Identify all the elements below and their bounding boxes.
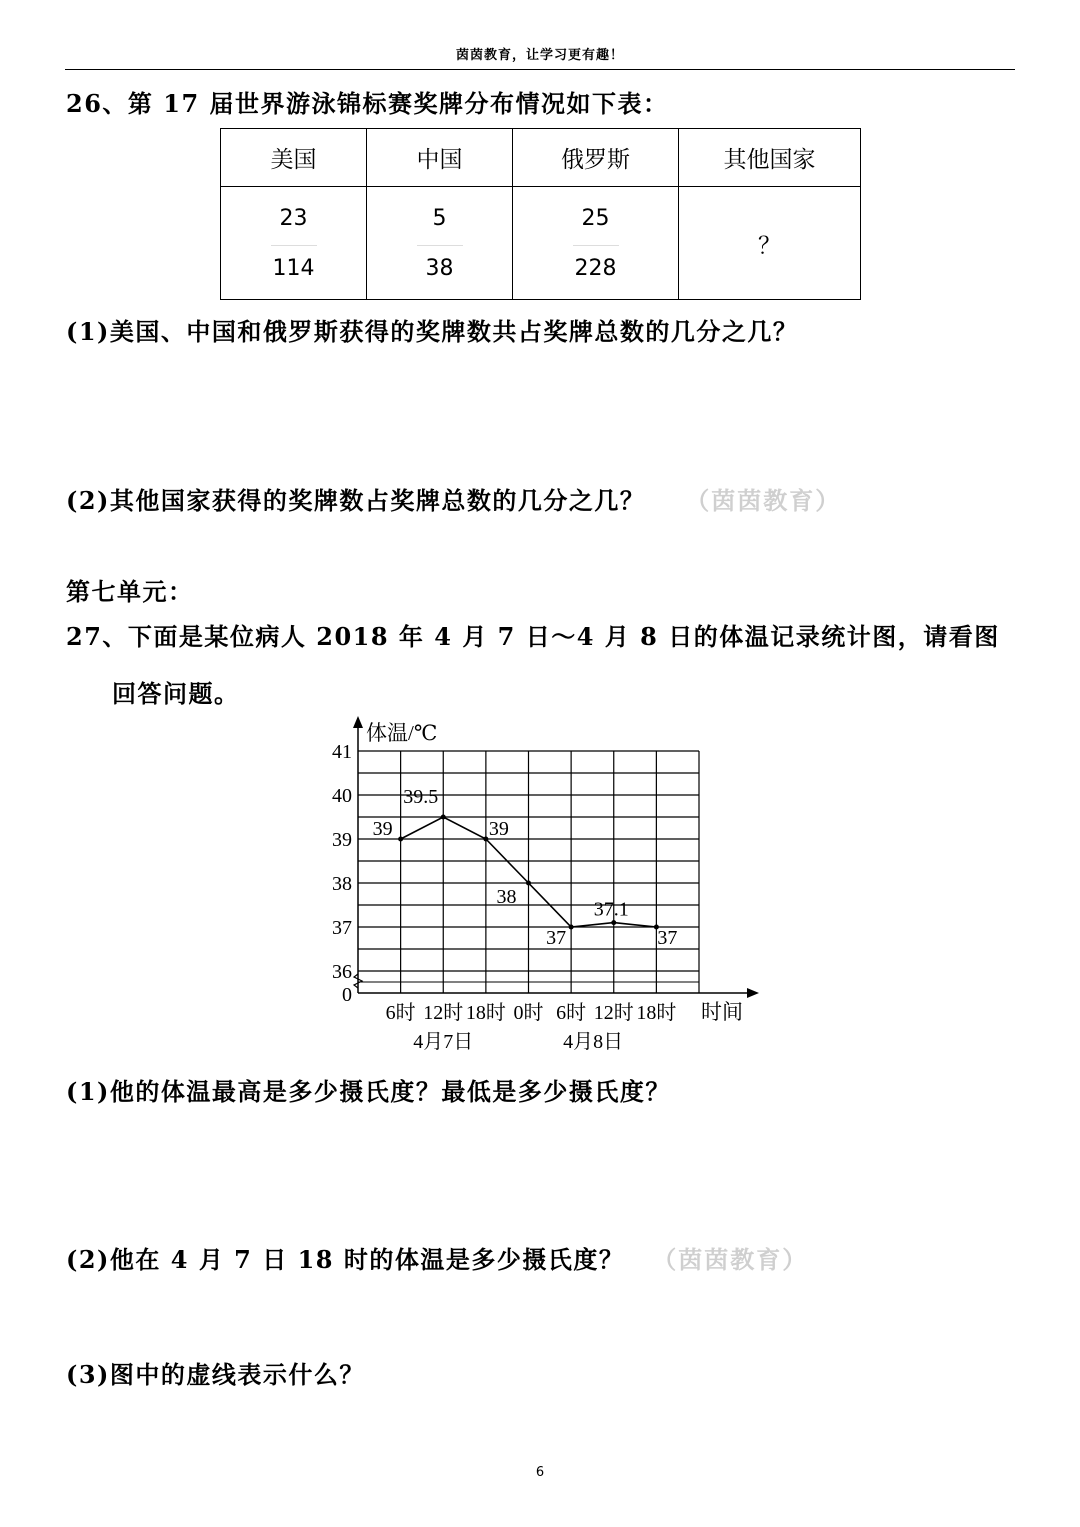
unit7-title: 第七单元：: [66, 577, 194, 606]
q27-sub2: [66, 1240, 808, 1275]
data-point: [441, 815, 446, 820]
data-label: 38: [496, 886, 517, 908]
watermark: （茵茵教育）: [652, 1245, 809, 1274]
q27-sub1: (1)他的体温最高是多少摄氏度？最低是多少摄氏度？: [66, 1077, 671, 1106]
fraction-denominator: 38: [417, 245, 463, 281]
q27-sub2-text: (2)他在 4 月 7 日 18 时的体温是多少摄氏度？: [66, 1245, 625, 1274]
fraction-numerator: 25: [581, 205, 610, 231]
y-tick-label: 41: [332, 741, 352, 763]
y-axis-arrow-icon: [353, 716, 363, 728]
data-point: [611, 920, 616, 925]
y-tick-label: 38: [332, 873, 352, 895]
q26-sub2-text: (2)其他国家获得的奖牌数占奖牌总数的几分之几？: [66, 486, 646, 515]
q26-title: 26、第 17 届世界游泳锦标赛奖牌分布情况如下表：: [66, 89, 669, 118]
x-tick-label: 6时: [385, 1002, 416, 1024]
x-tick-label: 18时: [636, 1002, 677, 1024]
data-point: [569, 925, 574, 930]
watermark: （茵茵教育）: [685, 486, 842, 515]
table-header-cell: 美国: [221, 129, 367, 187]
date-label: 4月7日: [413, 1031, 474, 1053]
page-header: 茵茵教育，让学习更有趣！: [455, 48, 624, 63]
data-label: 37.1: [593, 898, 629, 921]
q27-title-line2: 回答问题。: [112, 679, 240, 708]
q26-sub1: (1)美国、中国和俄罗斯获得的奖牌数共占奖牌总数的几分之几？: [66, 317, 799, 346]
data-label: 39: [488, 818, 509, 840]
data-point: [526, 881, 531, 886]
data-label: 37: [546, 927, 567, 949]
y-tick-label: 39: [332, 829, 352, 851]
x-axis-label: 时间: [701, 1000, 743, 1024]
data-label: 39.5: [403, 786, 439, 808]
x-tick-label: 12时: [593, 1002, 634, 1024]
data-point: [398, 837, 403, 842]
x-tick-label: 6时: [556, 1002, 587, 1024]
fraction-denominator: 228: [573, 245, 619, 281]
y-tick-label: 37: [332, 917, 352, 939]
data-label: 39: [372, 818, 393, 840]
q27-sub3: (3)图中的虚线表示什么？: [66, 1360, 365, 1389]
data-point: [483, 837, 488, 842]
x-tick-label: 0时: [513, 1002, 544, 1024]
table-header-cell: 其他国家: [679, 129, 861, 187]
q27-title-line1: 27、下面是某位病人 2018 年 4 月 7 日～4 月 8 日的体温记录统计图，请看图: [66, 622, 1000, 651]
chart-axes: [353, 716, 759, 998]
x-tick-label: 18时: [465, 1002, 506, 1024]
fraction-numerator: 5: [432, 205, 447, 231]
table-header-cell: 俄罗斯: [513, 129, 679, 187]
x-axis-arrow-icon: [747, 988, 759, 998]
y-tick-label: 40: [332, 785, 352, 807]
unknown-cell: ？: [679, 187, 861, 300]
table-header-cell: 中国: [367, 129, 513, 187]
fraction-denominator: 114: [271, 245, 317, 281]
y-axis-label: 体温/℃: [366, 721, 438, 745]
x-tick-label: 12时: [423, 1002, 464, 1024]
date-label: 4月8日: [563, 1031, 624, 1053]
fraction-numerator: 23: [279, 205, 308, 231]
y-tick-label: 0: [342, 984, 352, 1006]
page-number: 6: [535, 1465, 545, 1480]
data-label: 37: [657, 927, 678, 949]
y-tick-label: 36: [332, 961, 352, 983]
